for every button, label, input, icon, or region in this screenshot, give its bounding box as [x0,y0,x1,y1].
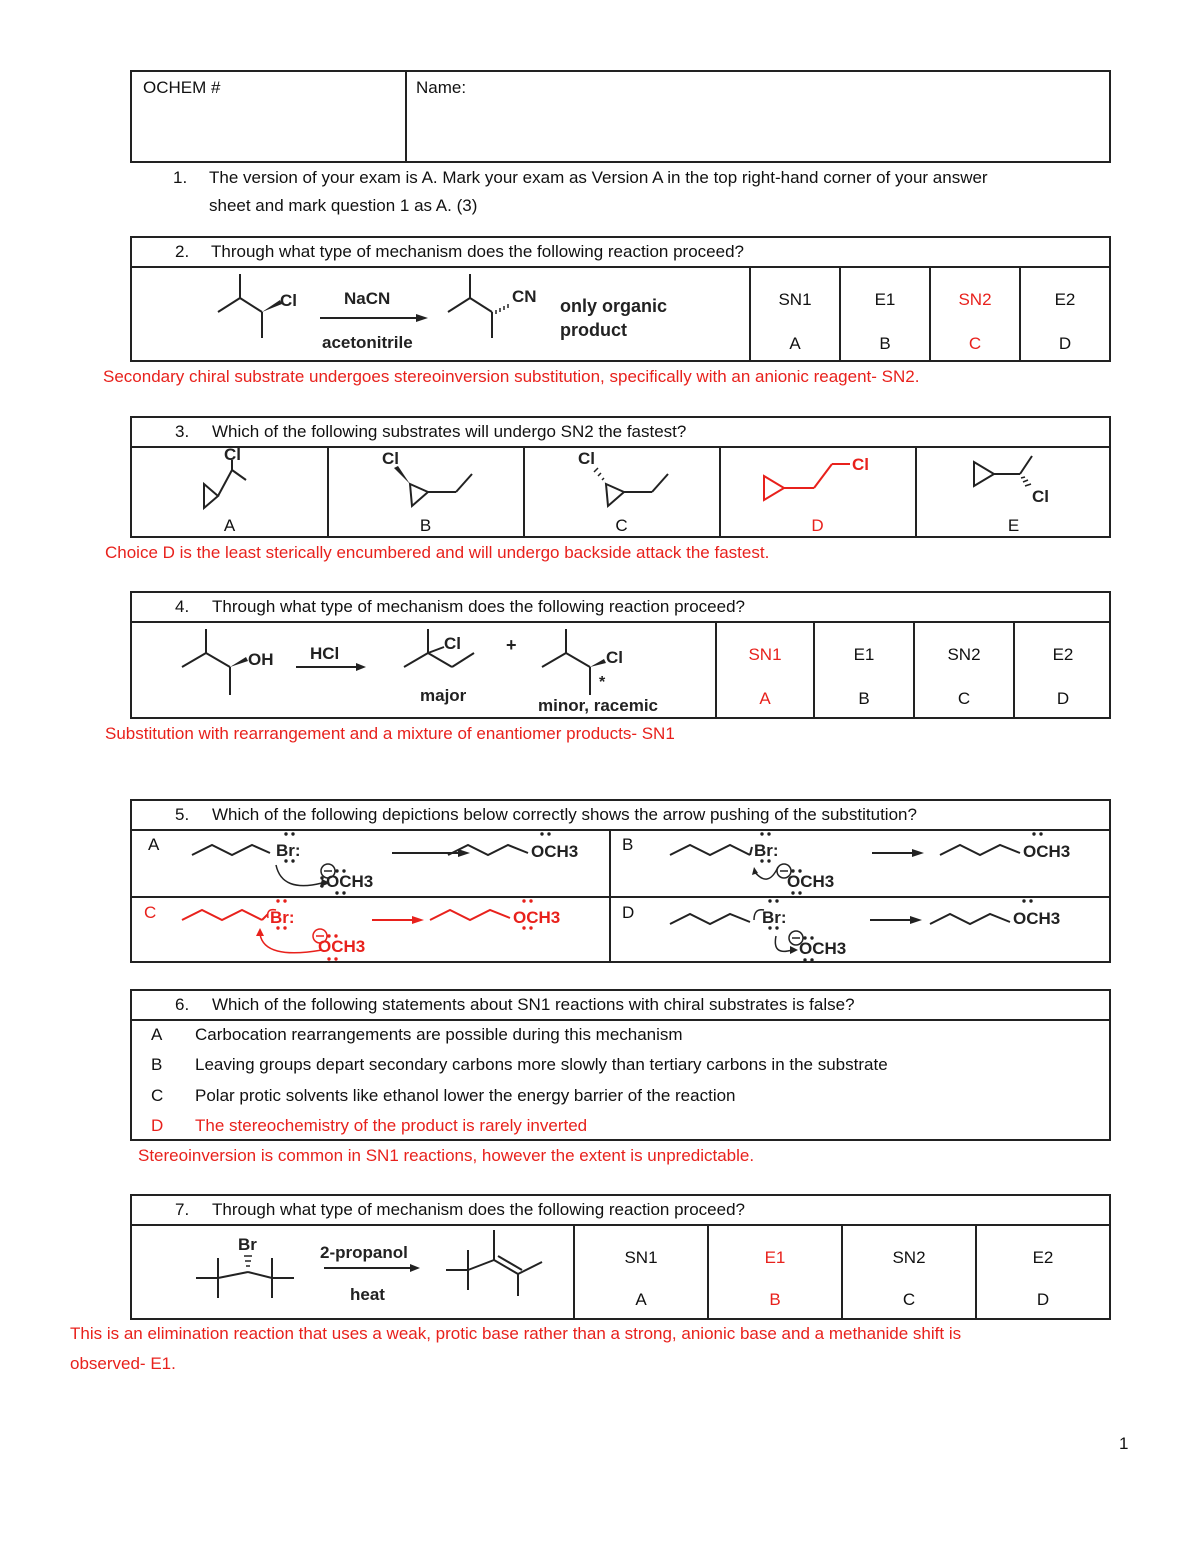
q6-option-d[interactable] [151,1116,587,1136]
q3-cl-a: Cl [224,448,241,464]
q1-line1: The version of your exam is A. Mark your exam as Version A in the top right-hand corner of your answer [209,168,988,187]
q3-letter-a[interactable]: A [223,516,236,535]
q5a-och3-product: OCH3 [531,842,579,861]
q7-choice-b-letter: B [769,1290,781,1309]
q5d-och3-reactant: OCH3 [799,939,847,958]
q7-choice-c[interactable] [843,1248,975,1268]
q7-table [130,1194,1111,1320]
q5b-br: Br: [754,841,779,860]
q6-option-a[interactable] [151,1025,683,1045]
q3-table [130,416,1111,538]
q4-reaction-diagram [134,623,714,717]
q5-letter-b[interactable]: B [622,835,634,854]
q2-reaction-diagram [134,268,748,360]
q3-letter-c[interactable]: C [615,516,628,535]
q5-table [130,799,1111,963]
q6-table [130,989,1111,1141]
q6-option-d-letter: D [151,1116,164,1135]
q7-choice-a[interactable] [575,1248,707,1268]
q2-answer-note: Secondary chiral substrate undergoes stereoinversion substitution, specifically with an anionic reagent- SN2. [103,367,920,386]
q5c-br: Br: [270,908,295,927]
q4-choice-a-letter: A [759,689,771,708]
q4-major: major [420,686,467,705]
q2-question: Through what type of mechanism does the following reaction proceed? [211,242,744,261]
q2-choice-c-label: SN2 [958,290,992,309]
q4-choice-b[interactable] [815,645,913,665]
q7-choice-a-label: SN1 [624,1248,658,1267]
q5d-br: Br: [762,908,787,927]
q6-option-d-text: The stereochemistry of the product is rarely inverted [195,1116,588,1135]
q6-option-a-text: Carbocation rearrangements are possible during this mechanism [195,1025,683,1044]
q3-letter-e[interactable]: E [1007,516,1020,535]
q2-table [130,236,1111,362]
q6-option-b-text: Leaving groups depart secondary carbons more slowly than tertiary carbons in the substrate [195,1055,888,1074]
q1-line2: sheet and mark question 1 as A. (3) [209,196,478,215]
q1-number: 1. [173,168,188,187]
q4-choice-b-label: E1 [853,645,875,664]
q3-number: 3. [175,422,190,441]
name-label: Name: [416,78,467,97]
q2-choice-d[interactable] [1021,290,1109,310]
q5a-och3-reactant: OCH3 [326,872,374,891]
q6-option-a-letter: A [151,1025,163,1044]
q2-cl: Cl [280,291,297,310]
q4-choice-a[interactable] [717,645,813,665]
q4-question: Through what type of mechanism does the following reaction proceed? [212,597,745,616]
q4-plus: + [506,635,517,655]
q3-letter-b[interactable]: B [419,516,432,535]
q5c-och3-product: OCH3 [513,908,561,927]
q4-choice-a-label: SN1 [748,645,782,664]
q6-option-b-letter: B [151,1055,163,1074]
q2-choice-a-letter: A [789,334,801,353]
q5-panel-d [650,898,1106,962]
q5b-och3-reactant: OCH3 [787,872,835,891]
q6-option-c-text: Polar protic solvents like ethanol lower the energy barrier of the reaction [195,1086,736,1105]
q5-letter-a[interactable]: A [148,835,160,854]
q7-reagent-bottom: heat [350,1285,385,1304]
q6-option-c-letter: C [151,1086,164,1105]
q2-note-1: only organic [560,296,668,316]
q5-letter-d[interactable]: D [622,903,635,922]
q5-letter-c[interactable]: C [144,903,157,922]
q4-choice-b-letter: B [858,689,870,708]
q6-option-c[interactable] [151,1086,736,1106]
q7-reaction-diagram [134,1226,572,1318]
q5-panel-b [650,831,1106,895]
q5-number: 5. [175,805,190,824]
q4-oh: OH [248,650,274,669]
q7-reagent-top: 2-propanol [320,1243,408,1262]
q5d-och3-product: OCH3 [1013,909,1061,928]
q4-choice-d[interactable] [1015,645,1111,665]
q2-choice-b[interactable] [841,290,929,310]
ochem-label: OCHEM # [143,78,221,97]
q4-choice-d-label: E2 [1052,645,1074,664]
q4-choice-d-letter: D [1056,689,1070,708]
q2-reagent-bottom: acetonitrile [322,333,413,352]
q7-choice-a-letter: A [635,1290,647,1309]
q3-letter-d[interactable]: D [811,516,824,535]
q3-cl-b: Cl [382,449,399,468]
header-table [130,70,1111,163]
q2-choice-c[interactable] [931,290,1019,310]
q3-cl-c: Cl [578,449,595,468]
q2-choice-d-letter: D [1058,334,1072,353]
q4-choice-c-letter: C [957,689,971,708]
page-number: 1 [1119,1434,1129,1453]
q4-table [130,591,1111,719]
q2-choice-b-label: E1 [874,290,896,309]
q7-question: Through what type of mechanism does the following reaction proceed? [212,1200,745,1219]
q2-reagent-top: NaCN [344,289,391,308]
q7-choice-d-label: E2 [1032,1248,1054,1267]
q7-choice-d[interactable] [977,1248,1109,1268]
q2-choice-a[interactable] [751,290,839,310]
q6-number: 6. [175,995,190,1014]
q4-choice-c-label: SN2 [947,645,981,664]
q7-choice-c-label: SN2 [892,1248,926,1267]
q2-choice-a-label: SN1 [778,290,812,309]
q2-choice-c-letter: C [968,334,982,353]
q4-answer-note: Substitution with rearrangement and a mixture of enantiomer products- SN1 [105,724,675,743]
q5-panel-c [172,898,604,962]
q7-answer-note-2: observed- E1. [70,1354,176,1373]
q2-choice-b-letter: B [879,334,891,353]
q2-choice-d-label: E2 [1054,290,1076,309]
q7-choice-b[interactable] [709,1248,841,1268]
q6-option-b[interactable] [151,1055,888,1075]
q5-panel-a [172,831,604,895]
q3-cl-d: Cl [852,455,869,474]
q6-question: Which of the following statements about SN1 reactions with chiral substrates is false? [212,995,855,1014]
q4-cl-major: Cl [444,634,461,653]
q3-cl-e: Cl [1032,487,1049,506]
q7-choice-d-letter: D [1036,1290,1050,1309]
q4-reagent: HCl [310,644,340,663]
q3-question: Which of the following substrates will undergo SN2 the fastest? [212,422,687,441]
q4-number: 4. [175,597,190,616]
q7-answer-note-1: This is an elimination reaction that uses a weak, protic base rather than a strong, anionic base and a methanide shift is [70,1324,962,1343]
q7-br: Br [238,1235,257,1254]
q2-number: 2. [175,242,190,261]
q3-answer-note: Choice D is the least sterically encumbered and will undergo backside attack the fastest. [105,543,770,562]
q2-cn: CN [512,287,537,306]
q7-number: 7. [175,1200,190,1219]
q4-star: * [599,674,606,691]
q5b-och3-product: OCH3 [1023,842,1071,861]
q5-question: Which of the following depictions below correctly shows the arrow pushing of the substitution? [212,805,917,824]
q5a-br: Br: [276,841,301,860]
q2-note-2: product [560,320,627,340]
q4-minor: minor, racemic [538,696,659,715]
q7-choice-c-letter: C [902,1290,916,1309]
q6-answer-note: Stereoinversion is common in SN1 reactions, however the extent is unpredictable. [138,1146,755,1165]
q4-cl-minor: Cl [606,648,623,667]
q5c-och3-reactant: OCH3 [318,937,366,956]
q7-choice-b-label: E1 [764,1248,786,1267]
q4-choice-c[interactable] [915,645,1013,665]
